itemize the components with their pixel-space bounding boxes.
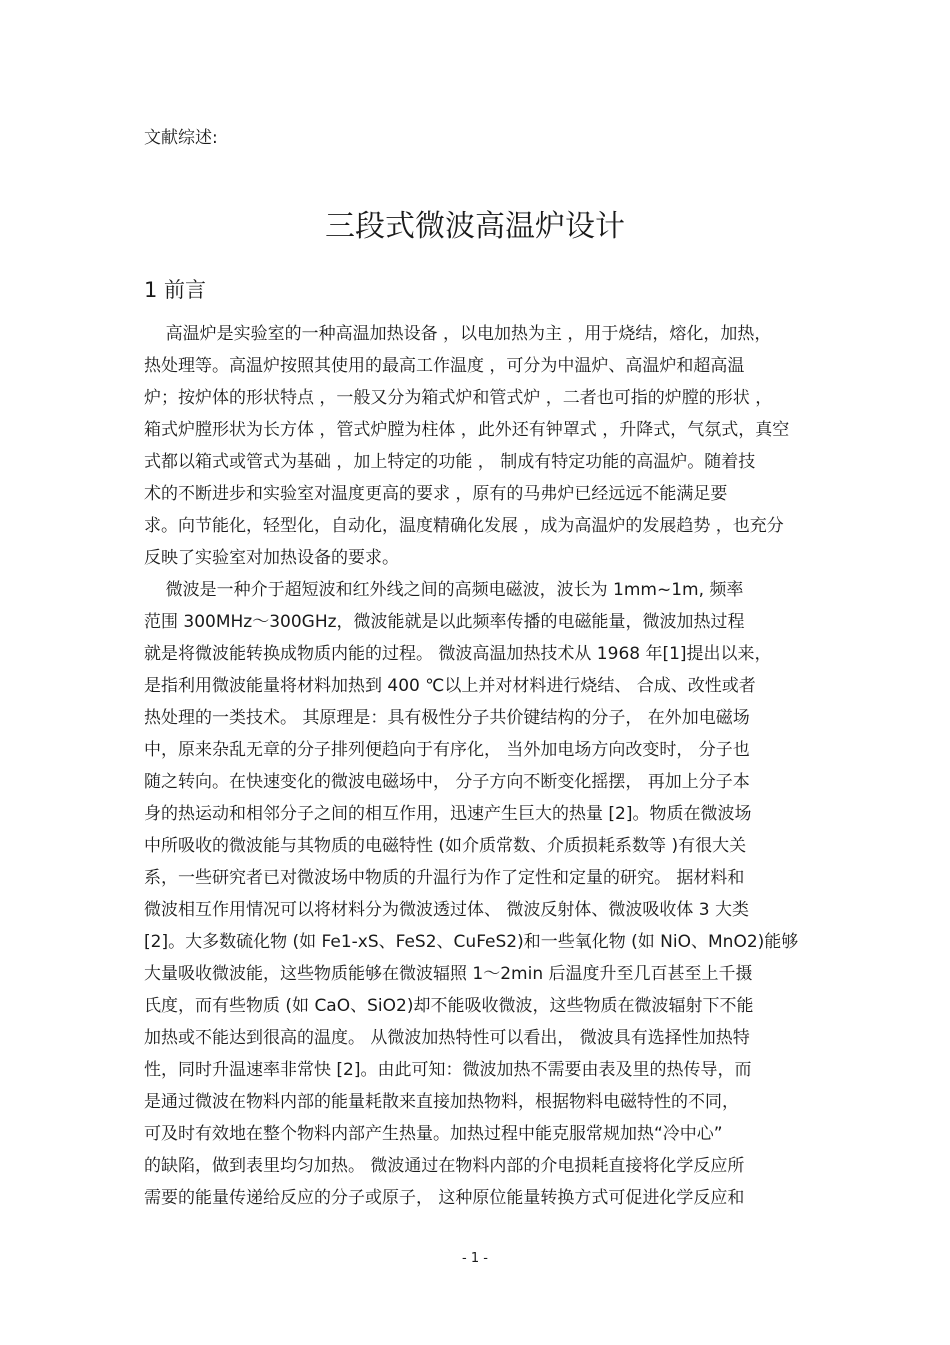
text-line: 范围 300MHz～300GHz，微波能就是以此频率传播的电磁能量，微波加热过程 xyxy=(144,612,745,632)
text-line: 随之转向。在快速变化的微波电磁场中， 分子方向不断变化摇摆， 再加上分子本 xyxy=(144,772,750,792)
text-line: 氏度，而有些物质 (如 CaO、SiO2)却不能吸收微波，这些物质在微波辐射下不能 xyxy=(144,996,754,1016)
text-line: 式都以箱式或管式为基础 ，加上特定的功能 ， 制成有特定功能的高温炉。随着技 xyxy=(144,452,756,472)
body-text xyxy=(144,318,810,1214)
text-line: 中所吸收的微波能与其物质的电磁特性 (如介质常数、介质损耗系数等 )有很大关 xyxy=(144,836,747,856)
text-line: 高温炉是实验室的一种高温加热设备 ，以电加热为主 ，用于烧结，熔化，加热， xyxy=(144,324,772,344)
text-line: 反映了实验室对加热设备的要求。 xyxy=(144,548,399,568)
text-line: 就是将微波能转换成物质内能的过程。 微波高温加热技术从 1968 年[1]提出以来， xyxy=(144,644,772,664)
text-line: 性，同时升温速率非常快 [2]。由此可知：微波加热不需要由表及里的热传导，而 xyxy=(144,1060,752,1080)
page-number: - 1 - xyxy=(462,1251,488,1266)
text-line: 热处理的一类技术。 其原理是：具有极性分子共价键结构的分子， 在外加电磁场 xyxy=(144,708,750,728)
doc-label: 文献综述: xyxy=(144,128,218,148)
text-line: 术的不断进步和实验室对温度更高的要求 ，原有的马弗炉已经远远不能满足要 xyxy=(144,484,728,504)
text-line: 需要的能量传递给反应的分子或原子， 这种原位能量转换方式可促进化学反应和 xyxy=(144,1188,745,1208)
text-line: 箱式炉膛形状为长方体 ，管式炉膛为柱体 ，此外还有钟罩式 ，升降式，气氛式，真空 xyxy=(144,420,790,440)
text-line: 加热或不能达到很高的温度。 从微波加热特性可以看出， 微波具有选择性加热特 xyxy=(144,1028,750,1048)
text-line: 大量吸收微波能，这些物质能够在微波辐照 1～2min 后温度升至几百甚至上千摄 xyxy=(144,964,753,984)
text-line: 微波相互作用情况可以将材料分为微波透过体、 微波反射体、微波吸收体 3 大类 xyxy=(144,900,750,920)
text-line: 身的热运动和相邻分子之间的相互作用，迅速产生巨大的热量 [2]。物质在微波场 xyxy=(144,804,752,824)
text-line: 可及时有效地在整个物料内部产生热量。加热过程中能克服常规加热“冷中心” xyxy=(144,1124,723,1144)
text-line: 是通过微波在物料内部的能量耗散来直接加热物料，根据物料电磁特性的不同， xyxy=(144,1092,739,1112)
text-line: 求。向节能化，轻型化，自动化，温度精确化发展 ，成为高温炉的发展趋势 ，也充分 xyxy=(144,516,784,536)
text-line: 炉；按炉体的形状特点 ，一般又分为箱式炉和管式炉 ，二者也可指的炉膛的形状 ， xyxy=(144,388,773,408)
text-line: 热处理等。高温炉按照其使用的最高工作温度 ，可分为中温炉、高温炉和超高温 xyxy=(144,356,745,376)
text-line: 微波是一种介于超短波和红外线之间的高频电磁波，波长为 1mm~1m, 频率 xyxy=(144,580,744,600)
text-line: 的缺陷，做到表里均匀加热。 微波通过在物料内部的介电损耗直接将化学反应所 xyxy=(144,1156,745,1176)
text-line: 是指利用微波能量将材料加热到 400 ℃以上并对材料进行烧结、 合成、改性或者 xyxy=(144,676,756,696)
page-title: 三段式微波高温炉设计 xyxy=(325,209,625,245)
text-line: 中，原来杂乱无章的分子排列便趋向于有序化， 当外加电场方向改变时， 分子也 xyxy=(144,740,750,760)
text-line: 系，一些研究者已对微波场中物质的升温行为作了定性和定量的研究。 据材料和 xyxy=(144,868,745,888)
text-line: [2]。大多数硫化物 (如 Fe1-xS、FeS2、CuFeS2)和一些氧化物 (如 NiO、MnO2)能够 xyxy=(144,932,799,952)
section-heading: 1 前言 xyxy=(144,278,207,302)
